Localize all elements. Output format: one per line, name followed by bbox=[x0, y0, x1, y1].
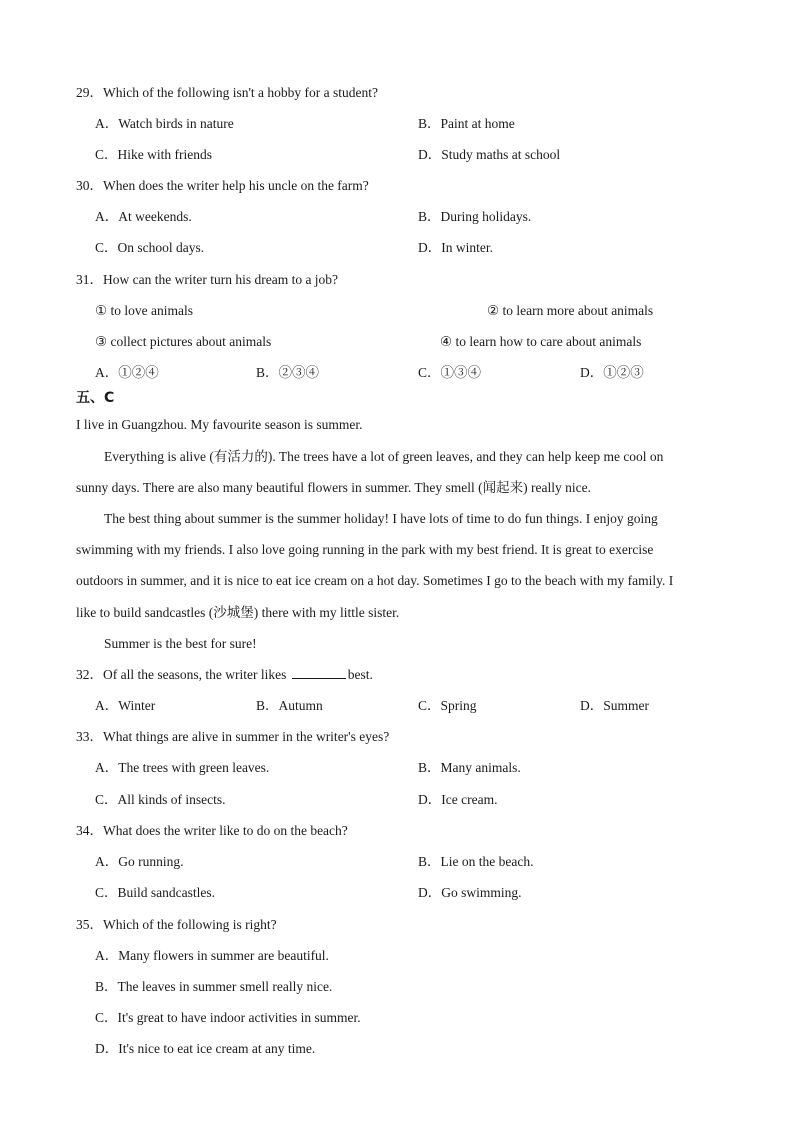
passage-paragraph-4: Summer is the best for sure! bbox=[104, 636, 257, 651]
question-35-option-c[interactable]: C．It's great to have indoor activities in summer. bbox=[95, 1010, 361, 1025]
question-34-stem: 34．What does the writer like to do on the beach? bbox=[76, 823, 348, 838]
question-32-option-b[interactable]: B．Autumn bbox=[256, 698, 323, 713]
question-29-stem: 29．Which of the following isn't a hobby for a student? bbox=[76, 85, 378, 100]
question-31-item-3: ③ collect pictures about animals bbox=[95, 334, 272, 349]
question-33-option-c[interactable]: C．All kinds of insects. bbox=[95, 792, 226, 807]
question-32-option-a[interactable]: A．Winter bbox=[95, 698, 156, 713]
question-32-stem-after: best. bbox=[347, 667, 373, 682]
question-31-item-2: ② to learn more about animals bbox=[487, 303, 654, 318]
passage-paragraph-2-line-1: Everything is alive (有活力的). The trees have a lot of green leaves, and they can help keep me cool on bbox=[104, 449, 664, 464]
question-29-option-b[interactable]: B．Paint at home bbox=[418, 116, 515, 131]
question-35-option-a[interactable]: A．Many flowers in summer are beautiful. bbox=[95, 948, 329, 963]
question-29-option-a[interactable]: A．Watch birds in nature bbox=[95, 116, 234, 131]
question-33-stem: 33．What things are alive in summer in the writer's eyes? bbox=[76, 729, 390, 744]
question-30-option-c[interactable]: C．On school days. bbox=[95, 240, 205, 255]
question-35-stem: 35．Which of the following is right? bbox=[76, 917, 277, 932]
passage-paragraph-3-line-4: like to build sandcastles (沙城堡) there with my little sister. bbox=[76, 605, 400, 620]
question-31-item-4: ④ to learn how to care about animals bbox=[440, 334, 642, 349]
question-30-option-a[interactable]: A．At weekends. bbox=[95, 209, 192, 224]
question-29-option-d[interactable]: D．Study maths at school bbox=[418, 147, 561, 162]
question-32-option-c[interactable]: C．Spring bbox=[418, 698, 477, 713]
passage-paragraph-1: I live in Guangzhou. My favourite season is summer. bbox=[76, 417, 363, 432]
question-34-option-c[interactable]: C．Build sandcastles. bbox=[95, 885, 215, 900]
question-33-option-a[interactable]: A．The trees with green leaves. bbox=[95, 760, 270, 775]
passage-paragraph-3-line-2: swimming with my friends. I also love going running in the park with my best friend. It is great to exercise bbox=[76, 542, 654, 557]
question-33-option-b[interactable]: B．Many animals. bbox=[418, 760, 521, 775]
question-30-option-b[interactable]: B．During holidays. bbox=[418, 209, 532, 224]
question-29-option-c[interactable]: C．Hike with friends bbox=[95, 147, 212, 162]
question-32-option-d[interactable]: D．Summer bbox=[580, 698, 649, 713]
question-30-option-d[interactable]: D．In winter. bbox=[418, 240, 493, 255]
question-31-item-1: ① to love animals bbox=[95, 303, 193, 318]
passage-paragraph-3-line-3: outdoors in summer, and it is nice to eat ice cream on a hot day. Sometimes I go to the beach with my family. I bbox=[76, 573, 674, 588]
question-30-stem: 30．When does the writer help his uncle on the farm? bbox=[76, 178, 369, 193]
question-33-option-d[interactable]: D．Ice cream. bbox=[418, 792, 498, 807]
question-32-stem bbox=[76, 666, 373, 684]
question-31-option-b[interactable]: B．②③④ bbox=[256, 365, 320, 380]
question-34-option-b[interactable]: B．Lie on the beach. bbox=[418, 854, 534, 869]
passage-paragraph-2-line-2: sunny days. There are also many beautiful flowers in summer. They smell (闻起来) really nice. bbox=[76, 480, 591, 495]
question-34-option-d[interactable]: D．Go swimming. bbox=[418, 885, 522, 900]
section-heading: 五、C bbox=[76, 390, 115, 406]
question-31-stem: 31．How can the writer turn his dream to a job? bbox=[76, 272, 339, 287]
question-35-option-b[interactable]: B．The leaves in summer smell really nice. bbox=[95, 979, 333, 994]
question-31-option-c[interactable]: C．①③④ bbox=[418, 365, 482, 380]
question-34-option-a[interactable]: A．Go running. bbox=[95, 854, 184, 869]
question-31-option-a[interactable]: A．①②④ bbox=[95, 365, 159, 380]
passage-paragraph-3-line-1: The best thing about summer is the summer holiday! I have lots of time to do fun things. I enjoy going bbox=[104, 511, 658, 526]
question-32-stem-before: 32．Of all the seasons, the writer likes bbox=[76, 667, 290, 682]
question-35-option-d[interactable]: D．It's nice to eat ice cream at any time. bbox=[95, 1041, 316, 1056]
answer-blank[interactable] bbox=[292, 666, 346, 679]
question-31-option-d[interactable]: D．①②③ bbox=[580, 365, 644, 380]
